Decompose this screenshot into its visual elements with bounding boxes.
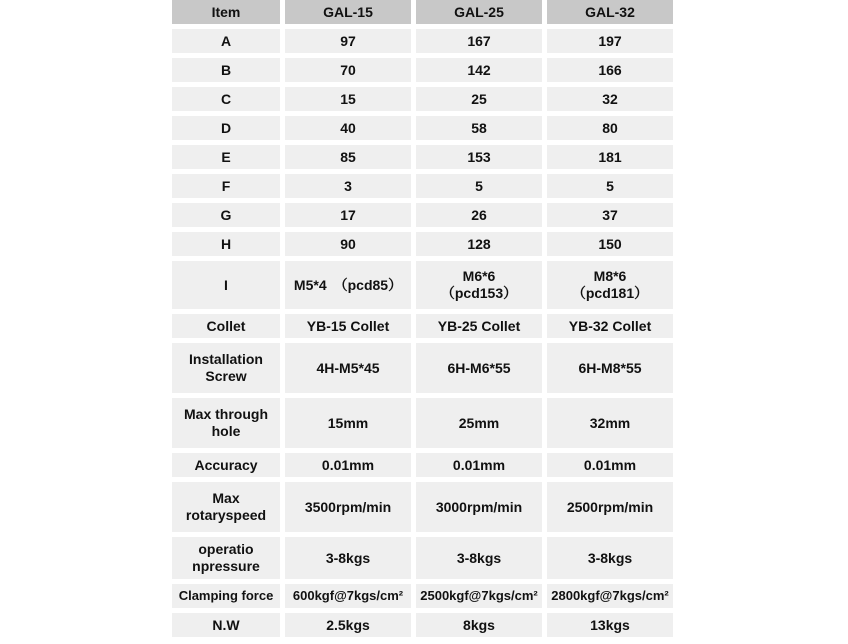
table-row: [172, 29, 676, 53]
table-row: [172, 482, 676, 532]
table-row: [172, 116, 676, 140]
table-row: [172, 261, 676, 309]
row-label: Accuracy: [172, 453, 280, 477]
value-gal-32: 2800kgf@7kgs/cm²: [547, 584, 673, 608]
value-gal-15: 97: [285, 29, 411, 53]
value-gal-15: 40: [285, 116, 411, 140]
table-row: [172, 537, 676, 579]
row-label: Installation Screw: [172, 343, 280, 393]
value-gal-32: YB-32 Collet: [547, 314, 673, 338]
value-gal-15: 4H-M5*45: [285, 343, 411, 393]
value-gal-15: 3-8kgs: [285, 537, 411, 579]
table-row: [172, 453, 676, 477]
value-gal-15: 2.5kgs: [285, 613, 411, 637]
value-gal-15: 3: [285, 174, 411, 198]
table-row: [172, 145, 676, 169]
row-label: C: [172, 87, 280, 111]
table-row: [172, 58, 676, 82]
value-gal-15: 0.01mm: [285, 453, 411, 477]
value-gal-15: 15mm: [285, 398, 411, 448]
value-gal-15: M5*4 （pcd85）: [285, 261, 411, 309]
value-gal-32: 166: [547, 58, 673, 82]
value-gal-32: 0.01mm: [547, 453, 673, 477]
value-gal-25: 26: [416, 203, 542, 227]
row-label: F: [172, 174, 280, 198]
row-label: B: [172, 58, 280, 82]
value-gal-25: 25: [416, 87, 542, 111]
value-gal-32: 5: [547, 174, 673, 198]
value-gal-32: 197: [547, 29, 673, 53]
value-gal-25: 3000rpm/min: [416, 482, 542, 532]
row-label: I: [172, 261, 280, 309]
value-gal-32: 13kgs: [547, 613, 673, 637]
value-gal-15: 15: [285, 87, 411, 111]
value-gal-25: 128: [416, 232, 542, 256]
value-gal-32: 6H-M8*55: [547, 343, 673, 393]
value-gal-25: 6H-M6*55: [416, 343, 542, 393]
value-gal-32: 32: [547, 87, 673, 111]
row-label: Max through hole: [172, 398, 280, 448]
value-gal-32: M8*6 （pcd181）: [547, 261, 673, 309]
header-item: Item: [172, 0, 280, 24]
row-label: A: [172, 29, 280, 53]
table-row: [172, 87, 676, 111]
value-gal-32: 37: [547, 203, 673, 227]
table-row: [172, 232, 676, 256]
header-gal-25: GAL-25: [416, 0, 542, 24]
table-row: [172, 613, 676, 637]
value-gal-15: 90: [285, 232, 411, 256]
value-gal-15: 70: [285, 58, 411, 82]
value-gal-15: 600kgf@7kgs/cm²: [285, 584, 411, 608]
value-gal-15: 85: [285, 145, 411, 169]
value-gal-25: 2500kgf@7kgs/cm²: [416, 584, 542, 608]
value-gal-25: M6*6 （pcd153）: [416, 261, 542, 309]
value-gal-25: 58: [416, 116, 542, 140]
row-label: D: [172, 116, 280, 140]
row-label: E: [172, 145, 280, 169]
row-label: H: [172, 232, 280, 256]
row-label: G: [172, 203, 280, 227]
row-label: Max rotaryspeed: [172, 482, 280, 532]
value-gal-25: YB-25 Collet: [416, 314, 542, 338]
value-gal-32: 150: [547, 232, 673, 256]
table-row: [172, 174, 676, 198]
value-gal-15: YB-15 Collet: [285, 314, 411, 338]
value-gal-25: 142: [416, 58, 542, 82]
row-label: Clamping force: [172, 584, 280, 608]
value-gal-32: 80: [547, 116, 673, 140]
table-row: [172, 203, 676, 227]
row-label: N.W: [172, 613, 280, 637]
value-gal-15: 17: [285, 203, 411, 227]
value-gal-15: 3500rpm/min: [285, 482, 411, 532]
table-row: [172, 314, 676, 338]
value-gal-25: 0.01mm: [416, 453, 542, 477]
value-gal-32: 32mm: [547, 398, 673, 448]
table-row: [172, 343, 676, 393]
value-gal-25: 8kgs: [416, 613, 542, 637]
table-header-row: [172, 0, 676, 24]
header-gal-32: GAL-32: [547, 0, 673, 24]
value-gal-25: 3-8kgs: [416, 537, 542, 579]
table-row: [172, 398, 676, 448]
value-gal-25: 153: [416, 145, 542, 169]
value-gal-32: 3-8kgs: [547, 537, 673, 579]
row-label: Collet: [172, 314, 280, 338]
value-gal-32: 181: [547, 145, 673, 169]
table-row: [172, 584, 676, 608]
spec-table: [172, 0, 676, 637]
header-gal-15: GAL-15: [285, 0, 411, 24]
row-label: operatio npressure: [172, 537, 280, 579]
value-gal-25: 167: [416, 29, 542, 53]
value-gal-32: 2500rpm/min: [547, 482, 673, 532]
value-gal-25: 25mm: [416, 398, 542, 448]
value-gal-25: 5: [416, 174, 542, 198]
